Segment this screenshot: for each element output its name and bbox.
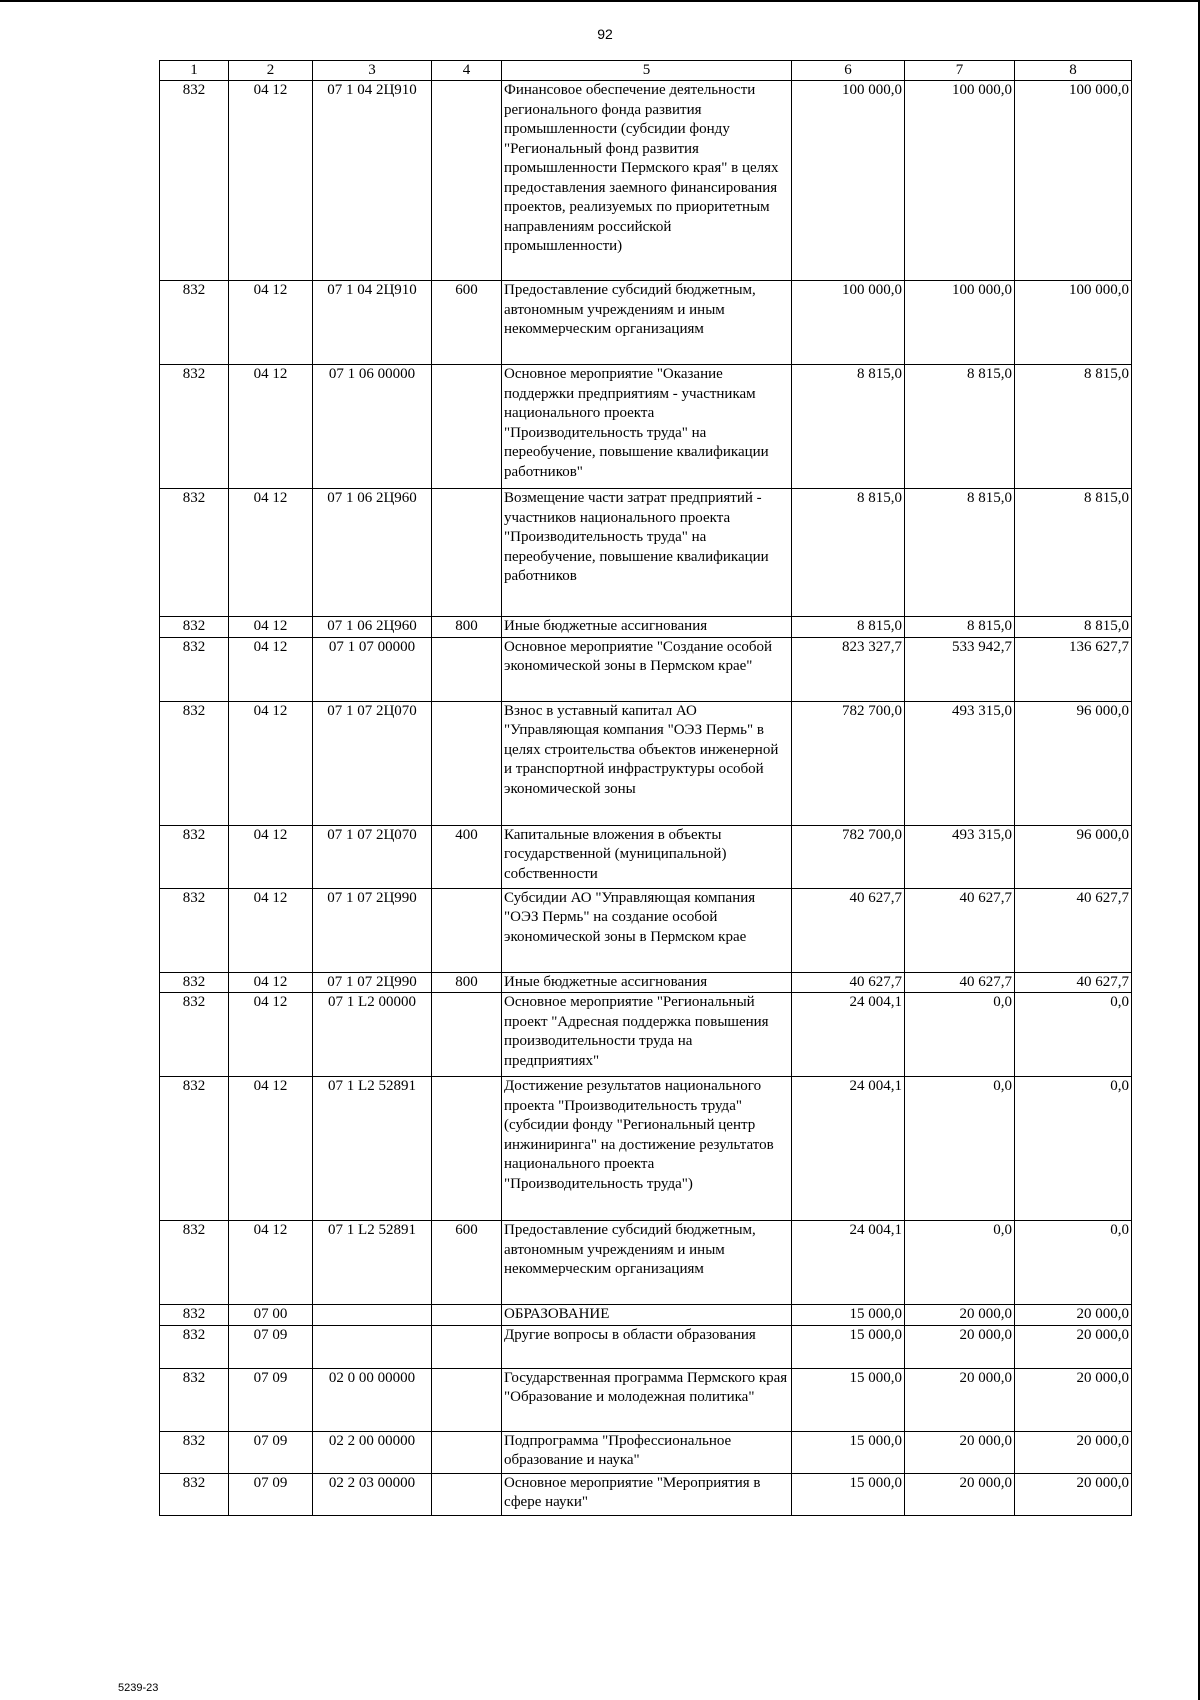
cell-expense-type <box>432 1305 502 1326</box>
cell-expense-type: 800 <box>432 972 502 993</box>
cell-description: Иные бюджетные ассигнования <box>502 972 792 993</box>
table-row <box>160 637 1132 701</box>
cell-kvsr: 832 <box>160 637 229 701</box>
cell-target-article: 07 1 06 2Ц960 <box>313 617 432 638</box>
cell-amount-2025: 0,0 <box>905 1221 1015 1305</box>
cell-amount-2026: 100 000,0 <box>1015 281 1132 365</box>
cell-amount-2026: 20 000,0 <box>1015 1473 1132 1515</box>
cell-section: 04 12 <box>229 365 313 489</box>
cell-description: Возмещение части затрат предприятий - участников национального проекта "Производительность труда" на переобучение, повышение квалификации работников <box>502 489 792 617</box>
cell-amount-2026: 20 000,0 <box>1015 1305 1132 1326</box>
cell-kvsr: 832 <box>160 701 229 825</box>
cell-section: 04 12 <box>229 281 313 365</box>
page-border-top <box>0 0 1200 2</box>
cell-target-article: 07 1 07 2Ц070 <box>313 701 432 825</box>
cell-description: Основное мероприятие "Оказание поддержки предприятиям - участникам национального проекта "Производительность труда" на переобучение, повышение квалификации работников" <box>502 365 792 489</box>
cell-expense-type: 600 <box>432 281 502 365</box>
cell-target-article: 07 1 07 2Ц070 <box>313 825 432 888</box>
table-row <box>160 1473 1132 1515</box>
cell-target-article: 07 1 06 00000 <box>313 365 432 489</box>
column-header: 2 <box>229 61 313 81</box>
cell-amount-2024: 24 004,1 <box>792 993 905 1077</box>
cell-amount-2025: 20 000,0 <box>905 1305 1015 1326</box>
table-row <box>160 1368 1132 1431</box>
cell-expense-type <box>432 81 502 281</box>
table-row <box>160 1431 1132 1473</box>
cell-amount-2024: 15 000,0 <box>792 1305 905 1326</box>
cell-amount-2026: 96 000,0 <box>1015 701 1132 825</box>
cell-amount-2026: 96 000,0 <box>1015 825 1132 888</box>
cell-section: 04 12 <box>229 1077 313 1221</box>
table-row <box>160 1325 1132 1368</box>
cell-amount-2025: 20 000,0 <box>905 1368 1015 1431</box>
cell-kvsr: 832 <box>160 825 229 888</box>
column-header: 7 <box>905 61 1015 81</box>
cell-amount-2025: 20 000,0 <box>905 1431 1015 1473</box>
cell-amount-2026: 20 000,0 <box>1015 1325 1132 1368</box>
cell-target-article: 07 1 L2 52891 <box>313 1077 432 1221</box>
cell-amount-2025: 100 000,0 <box>905 81 1015 281</box>
cell-amount-2024: 823 327,7 <box>792 637 905 701</box>
cell-amount-2025: 40 627,7 <box>905 972 1015 993</box>
cell-kvsr: 832 <box>160 993 229 1077</box>
cell-target-article: 07 1 07 2Ц990 <box>313 972 432 993</box>
table-row <box>160 993 1132 1077</box>
cell-amount-2024: 40 627,7 <box>792 888 905 972</box>
cell-amount-2025: 493 315,0 <box>905 701 1015 825</box>
table-row <box>160 972 1132 993</box>
cell-target-article: 02 2 00 00000 <box>313 1431 432 1473</box>
column-header: 6 <box>792 61 905 81</box>
cell-target-article <box>313 1305 432 1326</box>
column-header: 8 <box>1015 61 1132 81</box>
cell-amount-2026: 0,0 <box>1015 1077 1132 1221</box>
table-row <box>160 489 1132 617</box>
cell-expense-type <box>432 1077 502 1221</box>
cell-description: Субсидии АО "Управляющая компания "ОЭЗ Пермь" на создание особой экономической зоны в Пермском крае <box>502 888 792 972</box>
cell-amount-2025: 20 000,0 <box>905 1325 1015 1368</box>
cell-description: Достижение результатов национального проекта "Производительность труда" (субсидии фонду "Региональный центр инжиниринга" на достижение результатов национального проекта "Производительность труда") <box>502 1077 792 1221</box>
cell-amount-2024: 8 815,0 <box>792 365 905 489</box>
cell-section: 04 12 <box>229 637 313 701</box>
cell-kvsr: 832 <box>160 1077 229 1221</box>
cell-section: 07 09 <box>229 1473 313 1515</box>
cell-expense-type <box>432 637 502 701</box>
cell-amount-2025: 533 942,7 <box>905 637 1015 701</box>
cell-expense-type <box>432 701 502 825</box>
cell-target-article: 07 1 06 2Ц960 <box>313 489 432 617</box>
cell-target-article: 07 1 07 00000 <box>313 637 432 701</box>
cell-amount-2024: 15 000,0 <box>792 1368 905 1431</box>
cell-target-article: 07 1 07 2Ц990 <box>313 888 432 972</box>
cell-expense-type <box>432 1431 502 1473</box>
cell-section: 04 12 <box>229 1221 313 1305</box>
cell-expense-type <box>432 489 502 617</box>
cell-kvsr: 832 <box>160 1431 229 1473</box>
cell-section: 04 12 <box>229 825 313 888</box>
cell-amount-2024: 15 000,0 <box>792 1473 905 1515</box>
cell-expense-type <box>432 365 502 489</box>
cell-expense-type: 400 <box>432 825 502 888</box>
cell-amount-2025: 8 815,0 <box>905 489 1015 617</box>
cell-amount-2026: 8 815,0 <box>1015 489 1132 617</box>
cell-target-article: 07 1 L2 00000 <box>313 993 432 1077</box>
page-number: 92 <box>597 26 613 42</box>
cell-description: ОБРАЗОВАНИЕ <box>502 1305 792 1326</box>
budget-table <box>159 60 1132 1516</box>
cell-amount-2026: 0,0 <box>1015 993 1132 1077</box>
cell-description: Основное мероприятие "Региональный проект "Адресная поддержка повышения производительности труда на предприятиях" <box>502 993 792 1077</box>
cell-amount-2025: 40 627,7 <box>905 888 1015 972</box>
cell-amount-2025: 0,0 <box>905 993 1015 1077</box>
cell-amount-2025: 20 000,0 <box>905 1473 1015 1515</box>
cell-amount-2026: 40 627,7 <box>1015 972 1132 993</box>
table-row <box>160 825 1132 888</box>
cell-target-article: 02 2 03 00000 <box>313 1473 432 1515</box>
cell-expense-type: 600 <box>432 1221 502 1305</box>
cell-amount-2025: 8 815,0 <box>905 617 1015 638</box>
cell-section: 07 09 <box>229 1368 313 1431</box>
cell-expense-type <box>432 888 502 972</box>
table-row <box>160 1221 1132 1305</box>
cell-amount-2024: 100 000,0 <box>792 81 905 281</box>
cell-amount-2026: 20 000,0 <box>1015 1368 1132 1431</box>
column-header: 5 <box>502 61 792 81</box>
cell-expense-type <box>432 1368 502 1431</box>
table-header-row <box>160 61 1132 81</box>
cell-amount-2024: 24 004,1 <box>792 1077 905 1221</box>
column-header: 1 <box>160 61 229 81</box>
cell-amount-2026: 136 627,7 <box>1015 637 1132 701</box>
cell-section: 07 00 <box>229 1305 313 1326</box>
cell-amount-2026: 8 815,0 <box>1015 365 1132 489</box>
cell-section: 04 12 <box>229 888 313 972</box>
cell-kvsr: 832 <box>160 617 229 638</box>
cell-amount-2026: 8 815,0 <box>1015 617 1132 638</box>
cell-kvsr: 832 <box>160 1473 229 1515</box>
cell-description: Основное мероприятие "Создание особой экономической зоны в Пермском крае" <box>502 637 792 701</box>
cell-target-article <box>313 1325 432 1368</box>
cell-expense-type <box>432 993 502 1077</box>
cell-kvsr: 832 <box>160 1305 229 1326</box>
cell-description: Предоставление субсидий бюджетным, автономным учреждениям и иным некоммерческим организациям <box>502 1221 792 1305</box>
cell-kvsr: 832 <box>160 365 229 489</box>
table-row <box>160 365 1132 489</box>
document-code: 5239-23 <box>118 1682 159 1694</box>
cell-amount-2024: 40 627,7 <box>792 972 905 993</box>
cell-amount-2024: 8 815,0 <box>792 489 905 617</box>
cell-target-article: 07 1 04 2Ц910 <box>313 281 432 365</box>
cell-section: 04 12 <box>229 81 313 281</box>
cell-description: Предоставление субсидий бюджетным, автономным учреждениям и иным некоммерческим организациям <box>502 281 792 365</box>
column-header: 4 <box>432 61 502 81</box>
cell-amount-2024: 100 000,0 <box>792 281 905 365</box>
cell-amount-2025: 0,0 <box>905 1077 1015 1221</box>
cell-amount-2024: 24 004,1 <box>792 1221 905 1305</box>
cell-description: Капитальные вложения в объекты государственной (муниципальной) собственности <box>502 825 792 888</box>
cell-section: 07 09 <box>229 1325 313 1368</box>
cell-description: Взнос в уставный капитал АО "Управляющая компания "ОЭЗ Пермь" в целях строительства объектов инженерной и транспортной инфраструктуры особой экономической зоны <box>502 701 792 825</box>
cell-amount-2024: 15 000,0 <box>792 1431 905 1473</box>
cell-amount-2024: 782 700,0 <box>792 701 905 825</box>
cell-section: 04 12 <box>229 701 313 825</box>
cell-amount-2025: 493 315,0 <box>905 825 1015 888</box>
cell-amount-2024: 8 815,0 <box>792 617 905 638</box>
table-row <box>160 701 1132 825</box>
cell-description: Финансовое обеспечение деятельности регионального фонда развития промышленности (субсидии фонду "Региональный фонд развития промышленности Пермского края" в целях предоставления заемного финансирования проектов, реализуемых по приоритетным направлениям российской промышленности) <box>502 81 792 281</box>
cell-section: 04 12 <box>229 972 313 993</box>
table-row <box>160 281 1132 365</box>
table-body <box>160 81 1132 1516</box>
cell-expense-type <box>432 1473 502 1515</box>
table-row <box>160 888 1132 972</box>
cell-amount-2026: 20 000,0 <box>1015 1431 1132 1473</box>
cell-target-article: 02 0 00 00000 <box>313 1368 432 1431</box>
table-row <box>160 617 1132 638</box>
cell-target-article: 07 1 04 2Ц910 <box>313 81 432 281</box>
cell-amount-2026: 40 627,7 <box>1015 888 1132 972</box>
table-row <box>160 1305 1132 1326</box>
table-row <box>160 1077 1132 1221</box>
cell-kvsr: 832 <box>160 1368 229 1431</box>
cell-amount-2026: 0,0 <box>1015 1221 1132 1305</box>
table-row <box>160 81 1132 281</box>
cell-kvsr: 832 <box>160 1325 229 1368</box>
cell-section: 04 12 <box>229 993 313 1077</box>
cell-description: Иные бюджетные ассигнования <box>502 617 792 638</box>
cell-description: Подпрограмма "Профессиональное образование и наука" <box>502 1431 792 1473</box>
cell-target-article: 07 1 L2 52891 <box>313 1221 432 1305</box>
cell-kvsr: 832 <box>160 888 229 972</box>
cell-kvsr: 832 <box>160 489 229 617</box>
cell-amount-2025: 100 000,0 <box>905 281 1015 365</box>
cell-description: Основное мероприятие "Мероприятия в сфере науки" <box>502 1473 792 1515</box>
cell-expense-type: 800 <box>432 617 502 638</box>
cell-kvsr: 832 <box>160 281 229 365</box>
cell-section: 04 12 <box>229 617 313 638</box>
column-header: 3 <box>313 61 432 81</box>
cell-kvsr: 832 <box>160 1221 229 1305</box>
cell-section: 07 09 <box>229 1431 313 1473</box>
cell-section: 04 12 <box>229 489 313 617</box>
cell-amount-2026: 100 000,0 <box>1015 81 1132 281</box>
cell-description: Другие вопросы в области образования <box>502 1325 792 1368</box>
cell-amount-2025: 8 815,0 <box>905 365 1015 489</box>
cell-amount-2024: 782 700,0 <box>792 825 905 888</box>
cell-kvsr: 832 <box>160 972 229 993</box>
cell-amount-2024: 15 000,0 <box>792 1325 905 1368</box>
cell-kvsr: 832 <box>160 81 229 281</box>
cell-expense-type <box>432 1325 502 1368</box>
cell-description: Государственная программа Пермского края "Образование и молодежная политика" <box>502 1368 792 1431</box>
